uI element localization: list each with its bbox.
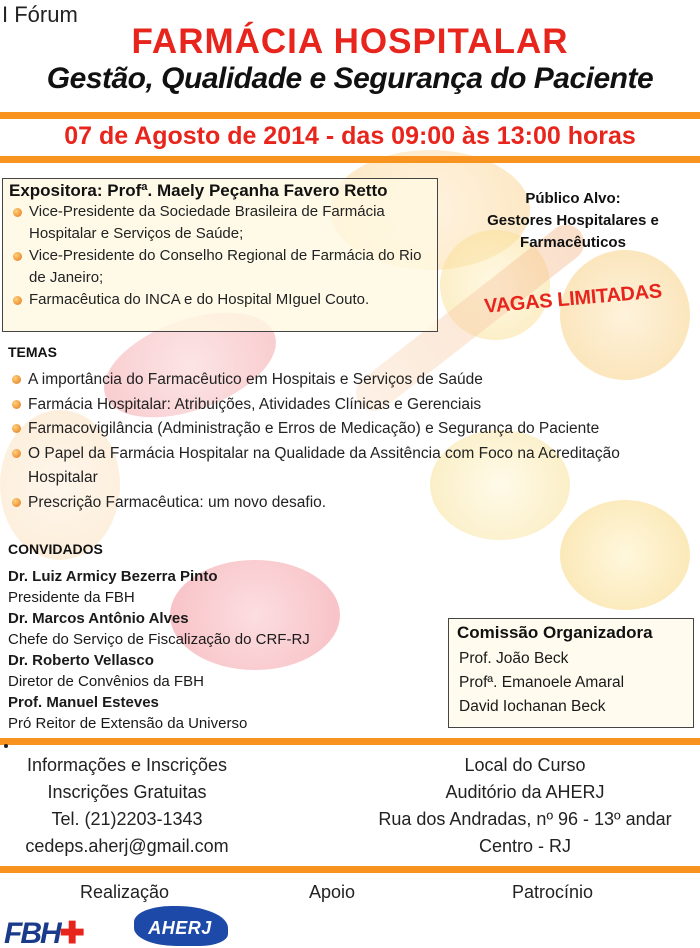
local-title: Local do Curso [464, 755, 586, 775]
local-venue: Auditório da AHERJ [445, 782, 605, 802]
forum-prefix: I Fórum [2, 2, 78, 27]
info-inscricoes [0, 752, 254, 860]
comissao-box [448, 618, 694, 728]
apoio-label: Apoio [309, 882, 356, 902]
realizacao-label: Realização [80, 882, 170, 902]
divider-bar-top [0, 112, 700, 119]
page-title: FARMÁCIA HOSPITALAR [131, 22, 569, 61]
divider-bar-date [0, 156, 700, 163]
guest-role: Pró Reitor de Extensão da Universo [8, 715, 248, 732]
fbh-logo: FBH✚ [4, 917, 83, 948]
info-phone: Tel. (21)2203-1343 [51, 809, 203, 829]
bullet-icon [13, 208, 22, 217]
bullet-icon [12, 375, 21, 384]
guest-name: Dr. Roberto Vellasco [8, 652, 154, 669]
temas-section [8, 368, 688, 515]
convidados-title: CONVIDADOS [8, 541, 103, 557]
vagas-limitadas: VAGAS LIMITADAS [483, 280, 663, 318]
guest-role: Presidente da FBH [8, 589, 135, 606]
list-item: Vice-Presidente do Conselho Regional de Farmácia do Rio de Janeiro; [9, 245, 431, 289]
list-item: O Papel da Farmácia Hospitalar na Qualidade da Assitência com Foco na Acreditação Hospitalar [8, 442, 688, 491]
list-item: A importância do Farmacêutico em Hospitais e Serviços de Saúde [8, 368, 688, 393]
list-item: Farmacovigilância (Administração e Erros de Medicação) e Segurança do Paciente [8, 417, 688, 442]
list-item: Vice-Presidente da Sociedade Brasileira de Farmácia Hospitalar e Serviços de Saúde; [9, 201, 431, 245]
bullet-icon [12, 449, 21, 458]
temas-title: TEMAS [8, 344, 57, 360]
divider-bar-footer [0, 866, 700, 873]
page-subtitle: Gestão, Qualidade e Segurança do Paciente [46, 62, 654, 95]
expositora-title: Expositora: Profª. Maely Peçanha Favero Retto [9, 181, 388, 200]
event-date: 07 de Agosto de 2014 - das 09:00 às 13:00 horas [64, 122, 636, 150]
publico-line: Gestores Hospitalares e [487, 212, 659, 229]
bullet-icon [12, 400, 21, 409]
aherj-logo: AHERJ [128, 906, 232, 948]
publico-alvo [448, 188, 698, 254]
info-email[interactable]: cedeps.aherj@gmail.com [25, 836, 229, 856]
guest-name: Dr. Luiz Armicy Bezerra Pinto [8, 568, 218, 585]
guest-name: Prof. Manuel Esteves [8, 694, 159, 711]
stray-dot [4, 744, 8, 748]
local-address: Rua dos Andradas, nº 96 - 13º andar [378, 809, 672, 829]
comissao-title: Comissão Organizadora [457, 623, 653, 642]
guest-role: Diretor de Convênios da FBH [8, 673, 204, 690]
guest-role: Chefe do Serviço de Fiscalização do CRF-RJ [8, 631, 310, 648]
patrocinio-label: Patrocínio [512, 882, 594, 902]
info-line: Inscrições Gratuitas [47, 782, 207, 802]
list-item: Farmácia Hospitalar: Atribuições, Atividades Clínicas e Gerenciais [8, 393, 688, 418]
publico-line: Farmacêuticos [520, 234, 626, 251]
divider-bar-info [0, 738, 700, 745]
info-title: Informações e Inscrições [26, 755, 228, 775]
comissao-member: Profª. Emanoele Amaral [459, 674, 625, 691]
expositora-box [2, 178, 438, 332]
convidados-list [8, 566, 428, 734]
comissao-member: Prof. João Beck [459, 650, 569, 667]
guest-name: Dr. Marcos Antônio Alves [8, 610, 189, 627]
list-item: Prescrição Farmacêutica: um novo desafio. [8, 491, 688, 516]
list-item: Farmacêutica do INCA e do Hospital MIguel Couto. [9, 289, 431, 311]
local-curso [350, 752, 700, 860]
expositora-list [9, 201, 431, 311]
bullet-icon [12, 498, 21, 507]
temas-list [8, 368, 688, 515]
local-city: Centro - RJ [478, 836, 572, 856]
bullet-icon [13, 296, 22, 305]
plus-icon: ✚ [59, 917, 83, 948]
comissao-member: David Iochanan Beck [459, 698, 606, 715]
bullet-icon [13, 252, 22, 261]
publico-title: Público Alvo: [525, 190, 621, 207]
bullet-icon [12, 424, 21, 433]
